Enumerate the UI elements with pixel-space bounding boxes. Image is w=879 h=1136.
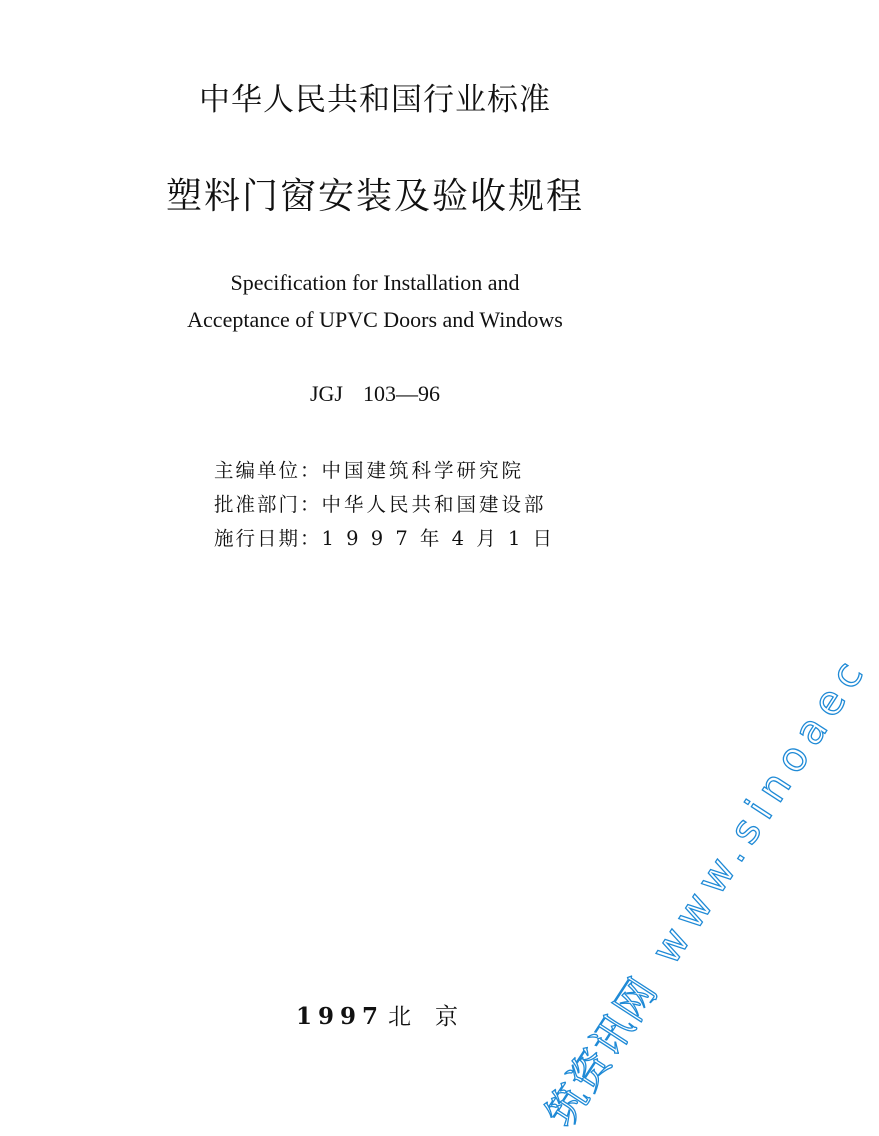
standard-type-heading: 中华人民共和国行业标准: [199, 82, 551, 118]
info-value: 1 9 9 7 年 4 月 1 日: [321, 527, 556, 550]
watermark: [530, 641, 879, 1136]
publication-footer: [296, 998, 482, 1031]
info-label: 施行日期：: [214, 527, 322, 550]
standard-code-number: 103—96: [363, 381, 440, 406]
standard-code-prefix: JGJ: [309, 381, 343, 406]
document-title-cn: 塑料门窗安装及验收规程: [165, 176, 584, 217]
publication-city: 北京: [388, 1004, 483, 1030]
standard-code: [0, 381, 750, 407]
watermark-cn: 筑资讯网: [537, 969, 668, 1135]
document-title-en-line1: Specification for Installation and: [230, 270, 520, 295]
watermark-url: www.sinoaec: [643, 646, 878, 973]
info-value: 中华人民共和国建设部: [321, 493, 547, 516]
info-label: 主编单位：: [214, 459, 322, 482]
document-title-en-line2: Acceptance of UPVC Doors and Windows: [187, 307, 563, 332]
info-value: 中国建筑科学研究院: [321, 459, 525, 482]
info-row-effective-date: [214, 523, 555, 551]
info-row-editor: [214, 455, 524, 483]
publication-year: 1997: [296, 1003, 385, 1030]
info-row-approver: [214, 489, 547, 517]
info-label: 批准部门：: [214, 493, 322, 516]
